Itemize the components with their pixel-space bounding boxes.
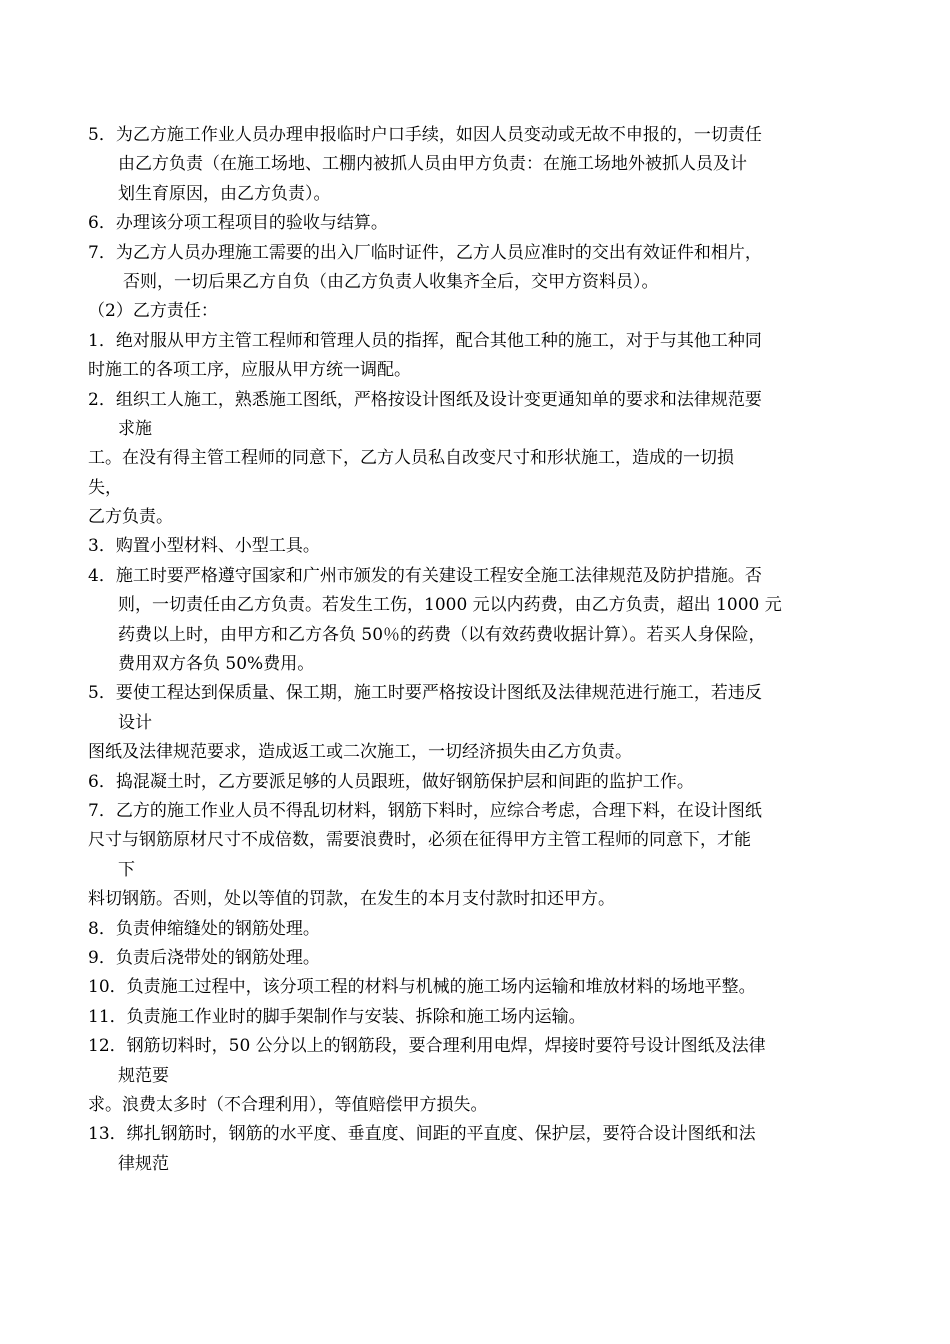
- text-line: 由乙方负责（在施工场地、工棚内被抓人员由甲方负责：在施工场地外被抓人员及计: [118, 154, 747, 175]
- text-line: 设计: [118, 712, 152, 733]
- text-line: （2）乙方责任：: [88, 301, 218, 322]
- text-line: 12．钢筋切料时，50 公分以上的钢筋段，要合理利用电焊，焊接时要符号设计图纸及法律: [88, 1036, 766, 1057]
- text-line: 图纸及法律规范要求，造成返工或二次施工，一切经济损失由乙方负责。: [88, 742, 632, 763]
- text-line: 费用双方各负 50%费用。: [118, 654, 315, 675]
- text-line: 尺寸与钢筋原材尺寸不成倍数，需要浪费时，必须在征得甲方主管工程师的同意下，才能: [88, 830, 751, 851]
- text-line: 时施工的各项工序，应服从甲方统一调配。: [88, 360, 411, 381]
- text-line: 下: [118, 859, 135, 880]
- text-line: 工。在没有得主管工程师的同意下，乙方人员私自改变尺寸和形状施工，造成的一切损: [88, 448, 734, 469]
- text-line: 5．为乙方施工作业人员办理申报临时户口手续，如因人员变动或无故不申报的，一切责任: [88, 125, 762, 145]
- text-line: 5．要使工程达到保质量、保工期，施工时要严格按设计图纸及法律规范进行施工，若违反: [88, 683, 762, 704]
- text-line: 6．办理该分项工程项目的验收与结算。: [88, 213, 388, 234]
- text-line: 求。浪费太多时（不合理利用），等值赔偿甲方损失。: [88, 1094, 488, 1115]
- text-line: 8．负责伸缩缝处的钢筋处理。: [88, 918, 320, 939]
- text-line: 7．乙方的施工作业人员不得乱切材料，钢筋下料时，应综合考虑，合理下料，在设计图纸: [88, 800, 762, 821]
- text-line: 律规范: [118, 1153, 169, 1174]
- text-line: 规范要: [118, 1065, 169, 1086]
- text-line: 乙方负责。: [88, 507, 173, 528]
- text-line: 2．组织工人施工，熟悉施工图纸，严格按设计图纸及设计变更通知单的要求和法律规范要: [88, 389, 762, 410]
- text-line: 9．负责后浇带处的钢筋处理。: [88, 947, 320, 968]
- text-line: 3．购置小型材料、小型工具。: [88, 536, 320, 557]
- text-line: 料切钢筋。否则，处以等值的罚款，在发生的本月支付款时扣还甲方。: [88, 889, 615, 910]
- text-line: 则，一切责任由乙方负责。若发生工伤，1000 元以内药费，由乙方负责，超出 1000 元: [118, 595, 782, 616]
- text-line: 求施: [118, 418, 152, 439]
- text-line: 6．捣混凝土时，乙方要派足够的人员跟班，做好钢筋保护层和间距的监护工作。: [88, 771, 694, 792]
- document-body: [88, 121, 860, 1179]
- text-line: 10．负责施工过程中，该分项工程的材料与机械的施工场内运输和堆放材料的场地平整。: [88, 977, 756, 998]
- text-line: 13．绑扎钢筋时，钢筋的水平度、垂直度、间距的平直度、保护层，要符合设计图纸和法: [88, 1124, 756, 1145]
- text-line: 7．为乙方人员办理施工需要的出入厂临时证件，乙方人员应准时的交出有效证件和相片，: [88, 242, 762, 263]
- text-line: 否则，一切后果乙方自负（由乙方负责人收集齐全后，交甲方资料员）。: [123, 271, 659, 292]
- text-line: 4．施工时要严格遵守国家和广州市颁发的有关建设工程安全施工法律规范及防护措施。否: [88, 565, 762, 586]
- text-line: 划生育原因，由乙方负责）。: [118, 183, 331, 204]
- text-line: 失，: [88, 477, 122, 498]
- text-line: 11．负责施工作业时的脚手架制作与安装、拆除和施工场内运输。: [88, 1006, 586, 1027]
- text-line: 药费以上时，由甲方和乙方各负 50％的药费（以有效药费收据计算）。若买人身保险，: [118, 624, 766, 645]
- text-line: 1．绝对服从甲方主管工程师和管理人员的指挥，配合其他工种的施工，对于与其他工种同: [88, 330, 762, 351]
